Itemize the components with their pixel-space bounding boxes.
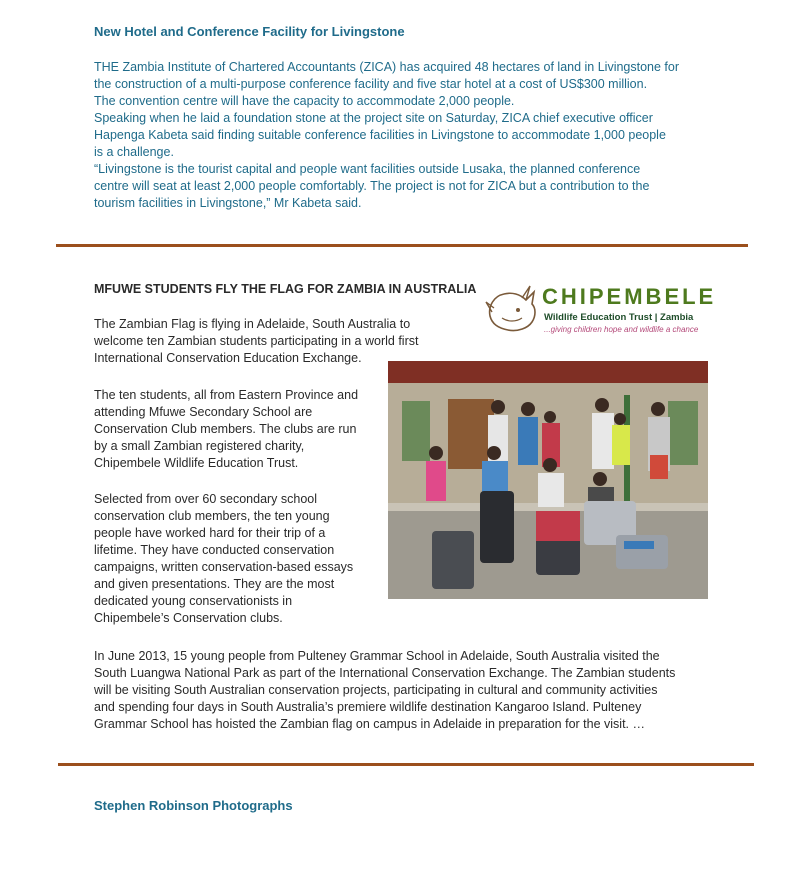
section-divider — [58, 763, 754, 766]
article1-line: the construction of a multi-purpose conference facility and five star hotel at a cost of US$300 million. — [94, 77, 648, 91]
article1-line: THE Zambia Institute of Chartered Accountants (ZICA) has acquired 48 hectares of land in Livingstone for — [94, 60, 680, 74]
logo-wordmark: CHIPEMBELE — [542, 284, 717, 309]
article2-line: and given presentations. They are the most — [94, 577, 335, 591]
chipembele-logo — [484, 282, 717, 340]
article1-line: tourism facilities in Livingstone,” Mr Kabeta said. — [94, 196, 362, 210]
section-divider — [56, 244, 748, 247]
article1-line: “Livingstone is the tourist capital and people want facilities outside Lusaka, the planned conference — [94, 162, 641, 176]
logo-subtitle: Wildlife Education Trust | Zambia — [544, 312, 694, 323]
article2-line: Chipembele Wildlife Education Trust. — [94, 456, 299, 470]
article2-line: The Zambian Flag is flying in Adelaide, South Australia to — [94, 317, 411, 331]
article1-line: Hapenga Kabeta said finding suitable conference facilities in Livingstone to accommodate 1,000 people — [94, 128, 666, 142]
article1-body — [94, 59, 679, 212]
article2-line: Chipembele’s Conservation clubs. — [94, 611, 283, 625]
article2-para3 — [94, 491, 353, 627]
article2-line: International Conservation Education Exchange. — [94, 351, 362, 365]
article3-title: Stephen Robinson Photographs — [94, 798, 293, 813]
article2-para1 — [94, 316, 418, 367]
article2-line: The ten students, all from Eastern Province and — [94, 388, 359, 402]
article2-line: Selected from over 60 secondary school — [94, 492, 318, 506]
article1-line: The convention centre will have the capacity to accommodate 2,000 people. — [94, 94, 515, 108]
article2-line: attending Mfuwe Secondary School are — [94, 405, 313, 419]
article2-line: In June 2013, 15 young people from Pulteney Grammar School in Adelaide, South Australia visited the — [94, 649, 660, 663]
article2-line: by a small Zambian registered charity, — [94, 439, 305, 453]
article2-line: and spending four days in South Australia’s premiere wildlife destination Kangaroo Island. Pulteney — [94, 700, 642, 714]
article2-line: dedicated young conservationists in — [94, 594, 293, 608]
article2-line: Grammar School has hoisted the Zambian flag on campus in Adelaide in preparation for the visit. … — [94, 717, 645, 731]
article2-line: campaigns, written conservation-based essays — [94, 560, 354, 574]
article2-line: welcome ten Zambian students participating in a world first — [94, 334, 419, 348]
article1-line: is a challenge. — [94, 145, 174, 159]
article2-line: Conservation Club members. The clubs are run — [94, 422, 357, 436]
article1-line: Speaking when he laid a foundation stone at the project site on Saturday, ZICA chief executive officer — [94, 111, 653, 125]
article2-line: conservation club members, the ten young — [94, 509, 330, 523]
article2-line: South Luangwa National Park as part of the International Conservation Exchange. The Zambian students — [94, 666, 676, 680]
article2-para2 — [94, 387, 358, 472]
article2-para4 — [94, 648, 675, 733]
article1-line: centre will seat at least 2,000 people comfortably. The project is not for ZICA but a contribution to the — [94, 179, 650, 193]
article2-line: will be visiting South Australian conservation projects, participating in cultural and community activities — [94, 683, 658, 697]
article2-line: lifetime. They have conducted conservation — [94, 543, 335, 557]
rhino-icon — [484, 282, 540, 338]
article1-title: New Hotel and Conference Facility for Livingstone — [94, 24, 405, 39]
article2-title: MFUWE STUDENTS FLY THE FLAG FOR ZAMBIA IN AUSTRALIA — [94, 282, 477, 296]
students-with-luggage-photo — [388, 361, 708, 599]
logo-tagline: ...giving children hope and wildlife a chance — [544, 325, 699, 334]
article2-line: people have worked hard for their trip of a — [94, 526, 326, 540]
